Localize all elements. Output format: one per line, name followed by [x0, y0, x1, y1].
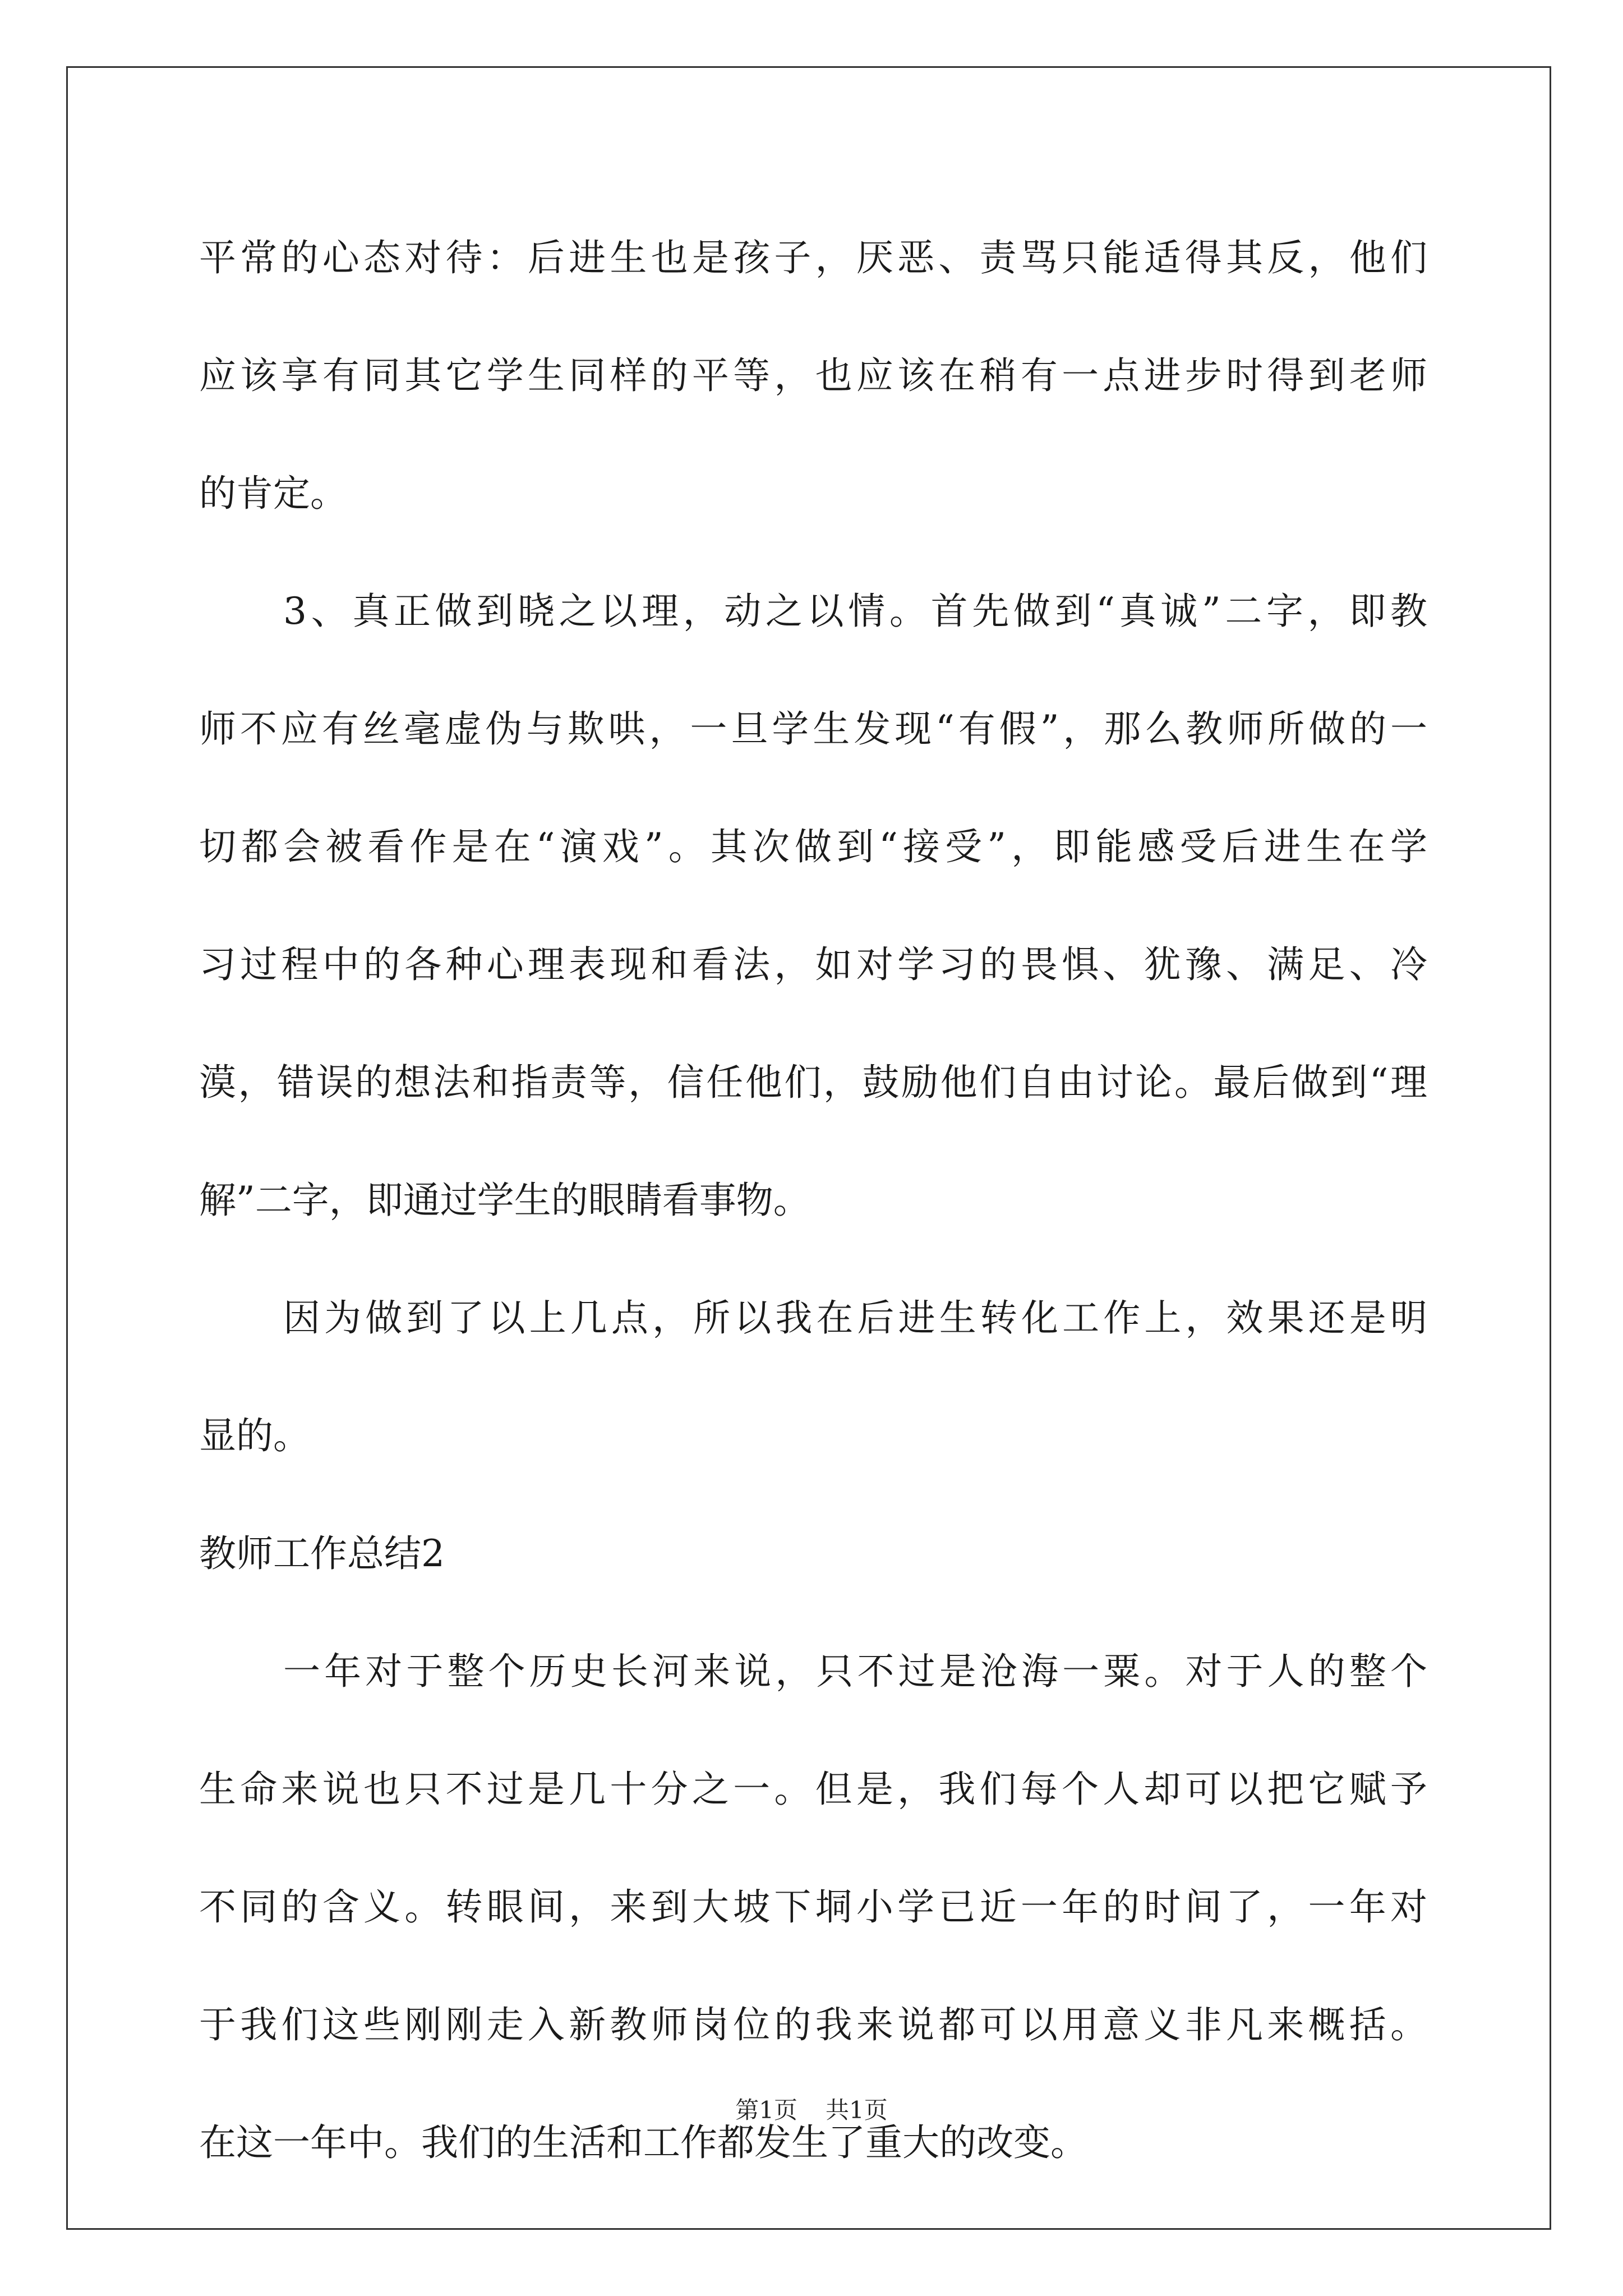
- text-line: 于我们这些刚刚走入新教师岗位的我来说都可以用意义非凡来概括。: [199, 2003, 1427, 2046]
- page-footer: [0, 2093, 1623, 2127]
- page-number-current: 第1页: [735, 2096, 797, 2124]
- text-line: 3、真正做到晓之以理，动之以情。首先做到“真诚”二字，即教: [283, 590, 1427, 633]
- text-line: 师不应有丝毫虚伪与欺哄，一旦学生发现“有假”，那么教师所做的一: [199, 707, 1427, 751]
- text-line: 漠，错误的想法和指责等，信任他们，鼓励他们自由讨论。最后做到“理: [199, 1061, 1427, 1104]
- text-line: 的肯定。: [199, 472, 347, 515]
- page-number-total: 共1页: [826, 2096, 888, 2124]
- text-line: 显的。: [199, 1414, 310, 1457]
- text-line: 切都会被看作是在“演戏”。其次做到“接受”，即能感受后进生在学: [199, 825, 1427, 868]
- document-body: [199, 199, 1427, 2202]
- text-line: 习过程中的各种心理表现和看法，如对学习的畏惧、犹豫、满足、冷: [199, 943, 1427, 986]
- text-line: 因为做到了以上几点，所以我在后进生转化工作上，效果还是明: [283, 1296, 1427, 1340]
- text-line: 在这一年中。我们的生活和工作都发生了重大的改变。: [199, 2121, 1087, 2164]
- text-line: 应该享有同其它学生同样的平等，也应该在稍有一点进步时得到老师: [199, 354, 1427, 397]
- text-line: 平常的心态对待：后进生也是孩子，厌恶、责骂只能适得其反，他们: [199, 236, 1427, 279]
- text-line: 不同的含义。转眼间，来到大坡下垌小学已近一年的时间了，一年对: [199, 1885, 1427, 1929]
- text-line: 教师工作总结2: [199, 1532, 445, 1575]
- text-line: 一年对于整个历史长河来说，只不过是沧海一粟。对于人的整个: [283, 1650, 1427, 1693]
- text-line: 生命来说也只不过是几十分之一。但是，我们每个人却可以把它赋予: [199, 1768, 1427, 1811]
- text-line: 解”二字，即通过学生的眼睛看事物。: [199, 1179, 810, 1222]
